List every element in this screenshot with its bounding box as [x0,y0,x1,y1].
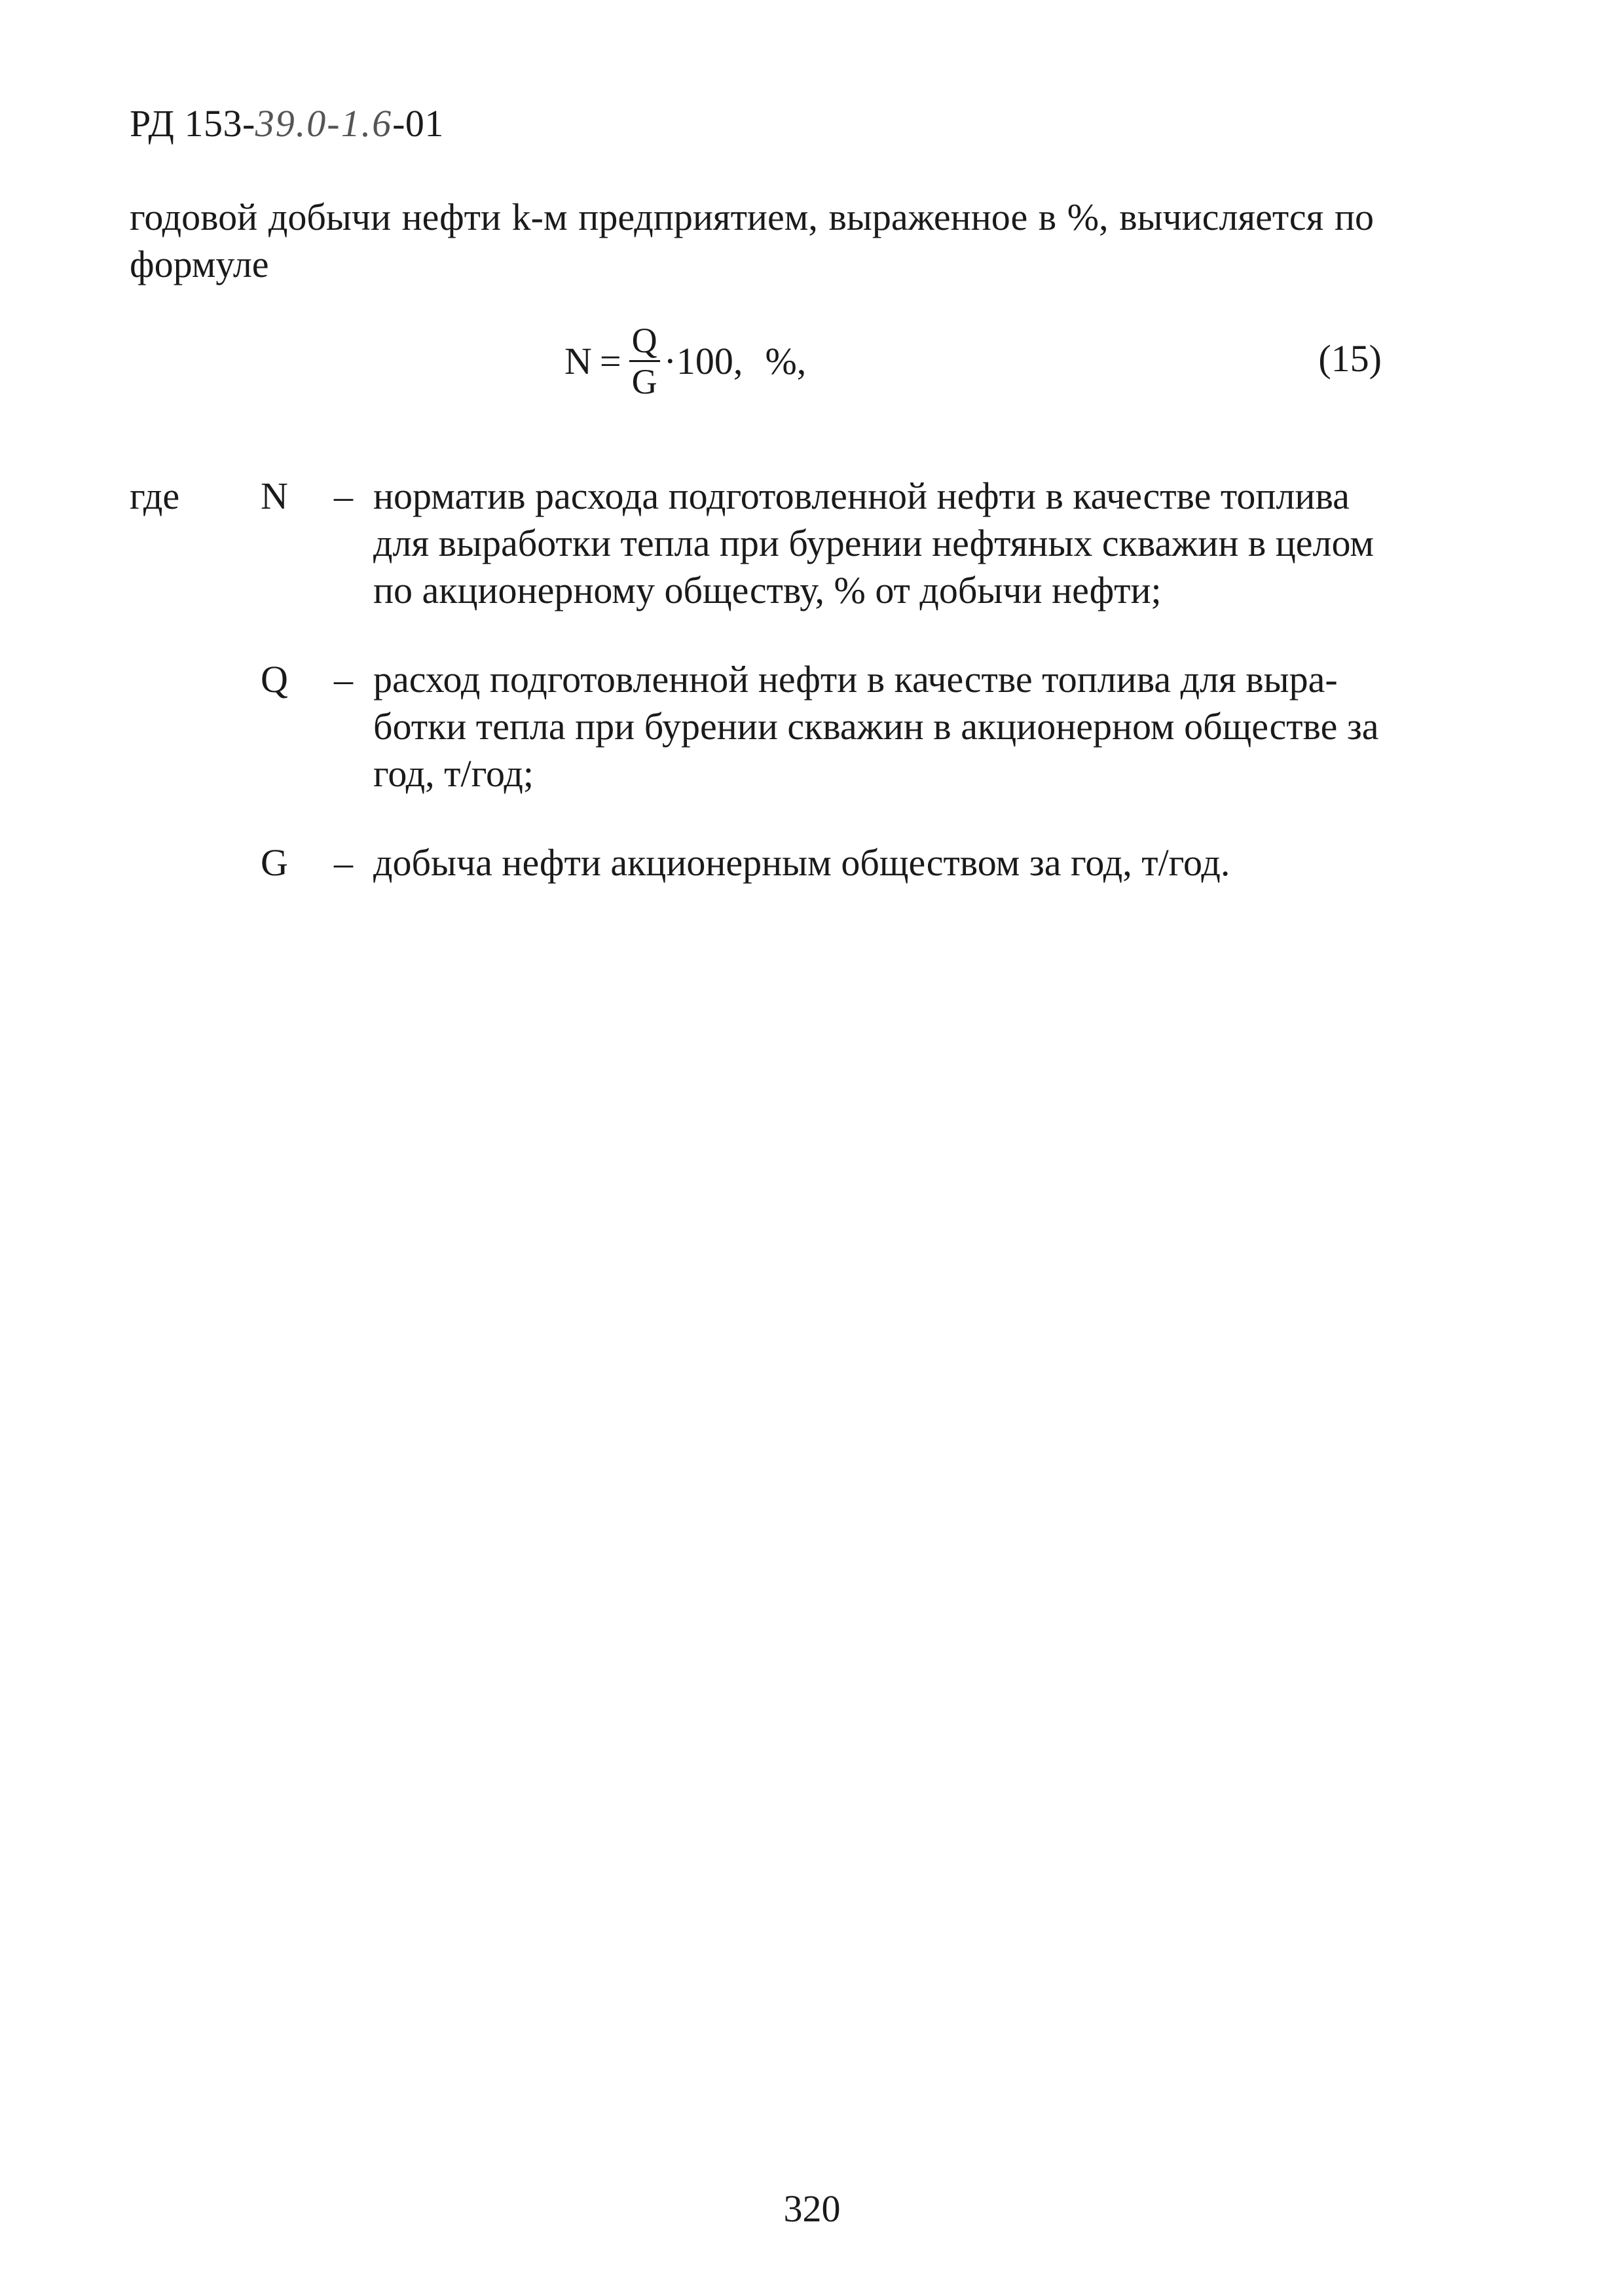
definition-line: ботки тепла при бурении скважин в акционерном обществе за [373,705,1379,748]
document-code [130,102,444,145]
definition-line: для выработки тепла при бурении нефтяных скважин в целом [373,522,1375,564]
intro-line: формуле [130,243,269,285]
equation-number: (15) [1318,337,1382,380]
definition-symbol: Q [261,658,288,701]
definition-text [373,656,1414,797]
formula-unit: %, [765,339,807,382]
definitions-list [130,473,1413,928]
formula-numerator: Q [629,322,660,362]
formula-fraction [629,322,660,400]
formula [561,318,806,403]
definition-line: норматив расхода подготовленной нефти в качестве топлива [373,475,1350,517]
intro-paragraph [130,194,1374,288]
page-number: 320 [783,2187,841,2230]
formula-lhs: N [564,339,592,382]
definition-symbol: N [261,475,288,517]
definition-text [373,473,1414,614]
intro-line: годовой добычи нефти k-м предприятием, выраженное в %, вычисляется по [130,196,1374,238]
document-code-suffix: -01 [392,102,444,145]
formula-denominator: G [631,361,657,401]
definition-line: добыча нефти акционерным обществом за год, т/год. [373,841,1230,884]
definition-symbol: G [261,841,288,884]
definition-dash: – [334,841,353,884]
definition-line: по акционерному обществу, % от добычи нефти; [373,569,1162,611]
definition-line: расход подготовленной нефти в качестве топлива для выра- [373,658,1338,701]
definition-dash: – [334,475,353,517]
formula-multiplier: ·100, [663,339,743,382]
definition-item [130,473,1413,614]
definition-item [130,839,1413,886]
definition-dash: – [334,658,353,701]
document-code-stamped: 39.0-1.6 [255,102,393,145]
definition-text [373,839,1414,886]
definition-item [130,656,1413,797]
document-code-prefix: РД 153- [130,102,255,145]
definition-line: год, т/год; [373,752,534,795]
formula-equals: = [599,339,621,382]
where-label: где [130,475,180,517]
